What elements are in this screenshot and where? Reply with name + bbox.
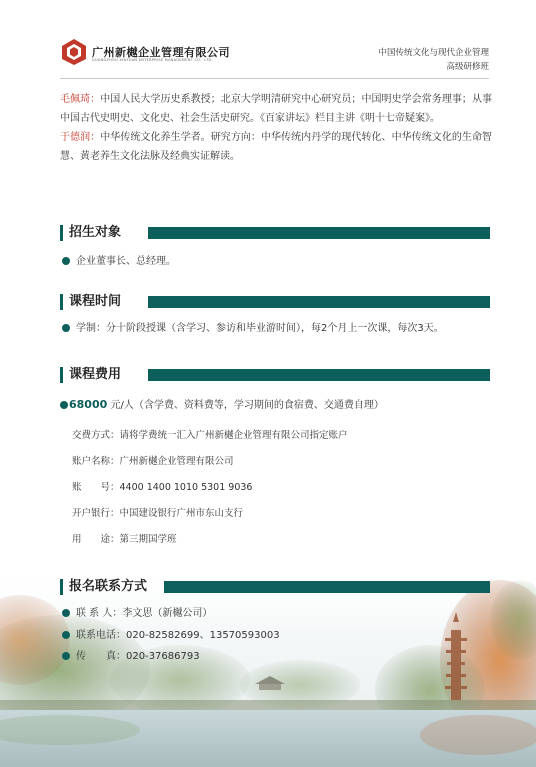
section-title-enroll — [60, 224, 490, 242]
bullet-dot-icon — [62, 324, 70, 332]
program-title-line2: 高级研修班 — [446, 62, 489, 72]
payment-method: 交费方式：请将学费统一汇入广州新樾企业管理有限公司指定账户 — [72, 430, 348, 441]
section-title-bar — [164, 581, 490, 593]
lecturer-name: 毛佩琦： — [60, 94, 101, 105]
fee-amount: 68000 — [69, 398, 108, 411]
bio-paragraph — [60, 128, 492, 166]
section-title-contact — [60, 578, 490, 596]
lecturer-name: 于德润： — [60, 132, 101, 143]
enroll-item-text: 企业董事长、总经理。 — [76, 256, 176, 267]
enroll-item — [62, 254, 176, 270]
section-title-label: 课程费用 — [69, 367, 122, 382]
schedule-item-text: 学制：分十阶段授课（含学习、参访和毕业游时间），每2个月上一次课，每次3天。 — [76, 323, 444, 334]
section-title-schedule — [60, 293, 490, 311]
section-title-bar — [148, 369, 490, 381]
contact-fax-text: 传 真：020-37686793 — [76, 651, 200, 662]
section-title-marker — [60, 294, 63, 310]
bullet-dot-icon — [62, 631, 70, 639]
account-number: 账 号：4400 1400 1010 5301 9036 — [72, 482, 253, 493]
fee-amount-note: 元/人（含学费、资料费等，学习期间的食宿费、交通费自理） — [107, 400, 384, 411]
company-name-cn: 广州新樾企业管理有限公司 — [92, 46, 230, 59]
lecturer-bios — [60, 90, 492, 166]
program-title-line1: 中国传统文化与现代企业管理 — [378, 48, 489, 58]
lecturer-description: 中国人民大学历史系教授；北京大学明清研究中心研究员；中国明史学会常务理事；从事中国古代史明史、文化史、社会生活史研究。《百家讲坛》栏目主讲《明十七帝疑案》。 — [60, 94, 493, 124]
contact-fax — [62, 649, 200, 665]
section-title-bar — [148, 227, 490, 239]
company-logo-icon — [60, 38, 88, 66]
bullet-dot-icon — [62, 652, 70, 660]
account-name: 账户名称：广州新樾企业管理有限公司 — [72, 456, 234, 467]
header-divider — [60, 78, 489, 79]
payment-purpose: 用 途：第三期国学班 — [72, 534, 177, 545]
section-title-marker — [60, 367, 63, 383]
schedule-item — [62, 321, 444, 337]
bullet-dot-icon — [62, 257, 70, 265]
bullet-dot-icon — [62, 609, 70, 617]
section-title-bar — [148, 296, 490, 308]
program-title — [378, 46, 489, 74]
contact-phone — [62, 628, 280, 644]
section-title-marker — [60, 225, 63, 241]
section-title-fee — [60, 366, 490, 384]
section-title-marker — [60, 579, 63, 595]
company-name-en: GUANGZHOU XINYUAN ENTERPRISE MANAGEMENT CO., LTD. — [92, 58, 213, 62]
section-title-label: 课程时间 — [69, 294, 122, 309]
fee-amount-line — [60, 397, 384, 414]
section-title-label: 报名联系方式 — [69, 579, 148, 594]
bullet-dot-icon — [60, 401, 68, 409]
lecturer-description: 中华传统文化养生学者。研究方向：中华传统内丹学的现代转化、中华传统文化的生命智慧、黄老养生文化法脉及经典实证解读。 — [60, 132, 493, 162]
bank-name: 开户银行：中国建设银行广州市东山支行 — [72, 508, 244, 519]
page-header — [0, 0, 536, 80]
bio-paragraph — [60, 90, 492, 128]
contact-person — [62, 606, 212, 622]
contact-person-text: 联 系 人：李文思（新樾公司） — [76, 608, 213, 619]
contact-phone-text: 联系电话：020-82582699、13570593003 — [76, 630, 280, 641]
section-title-label: 招生对象 — [69, 225, 122, 240]
